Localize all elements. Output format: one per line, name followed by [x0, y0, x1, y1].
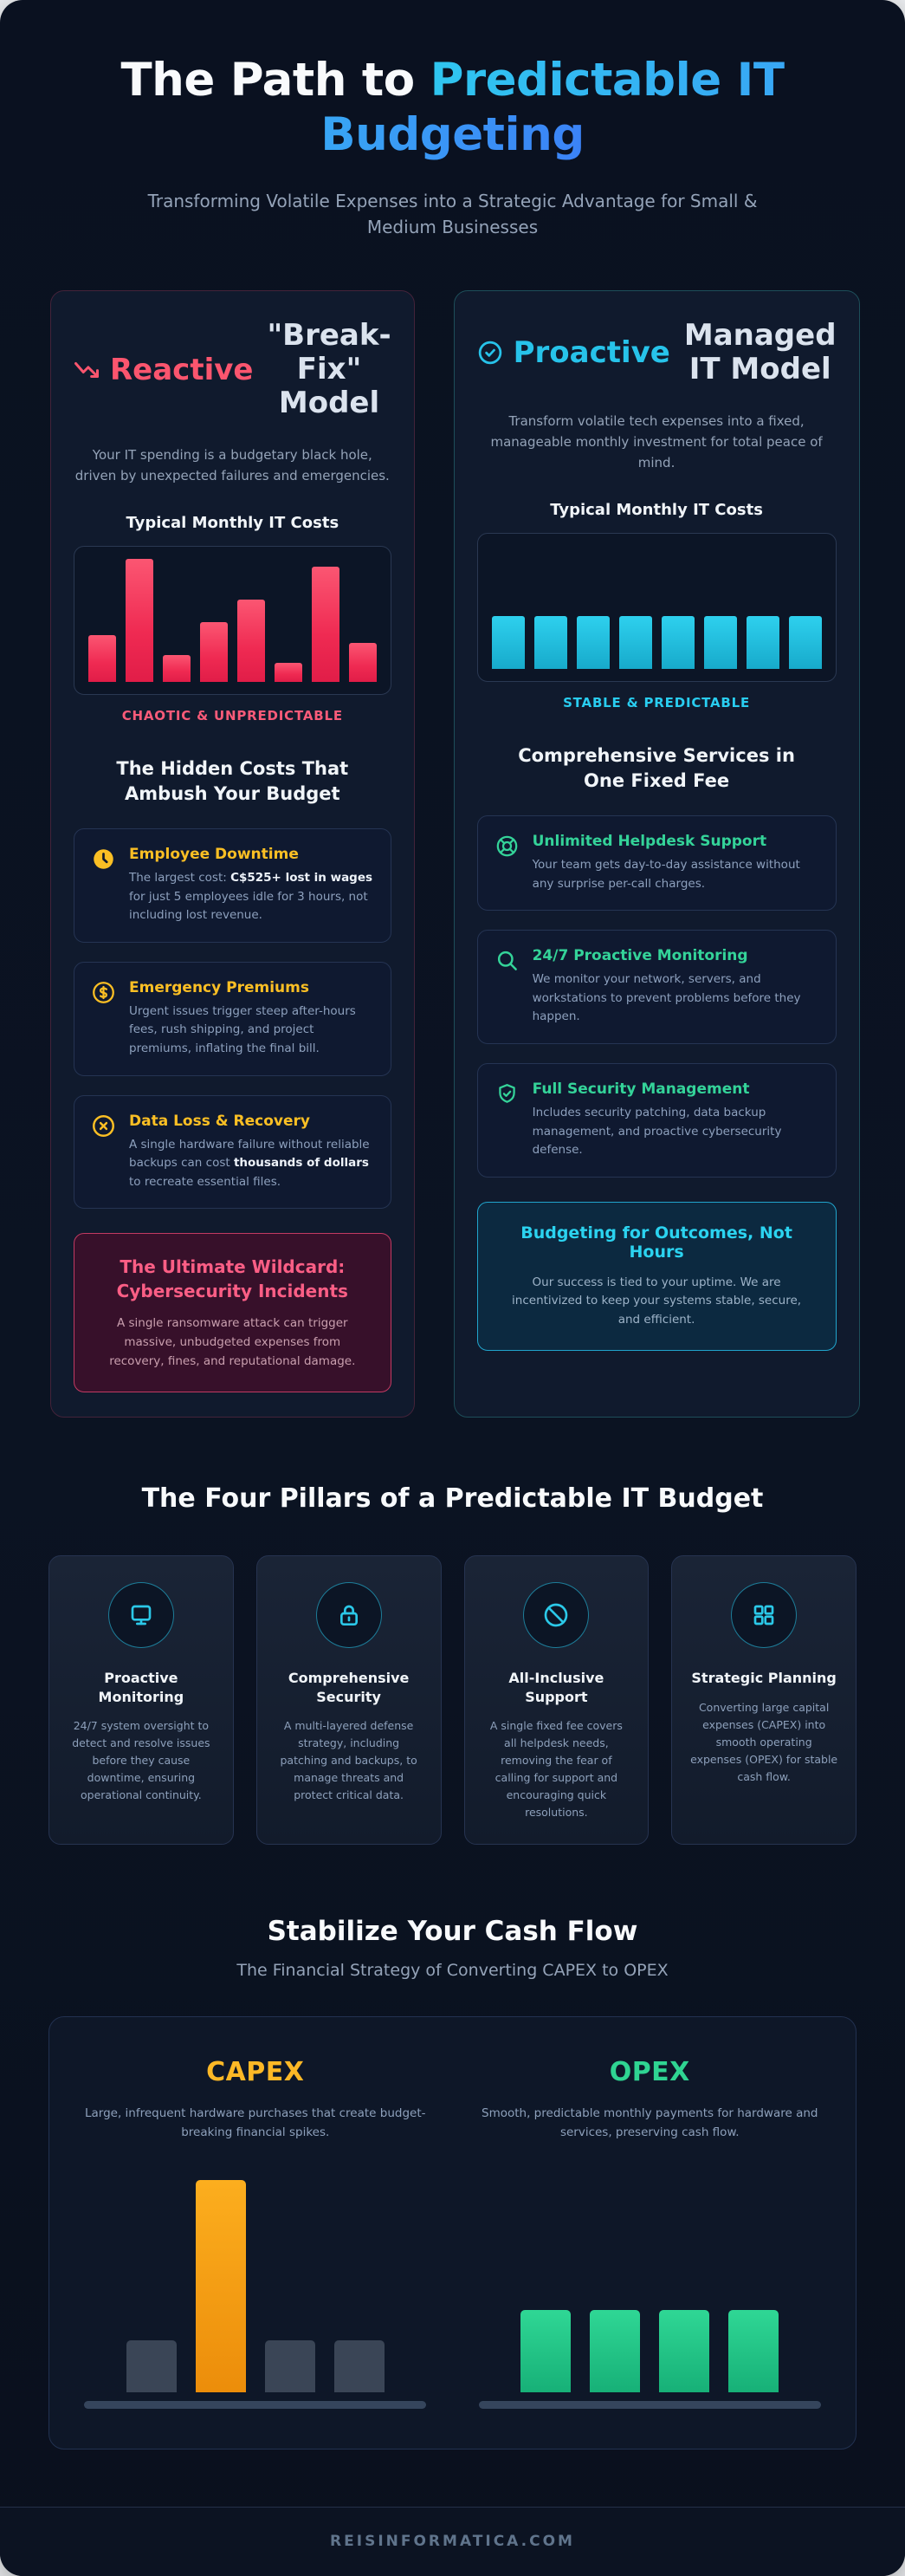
chart-bar	[619, 616, 652, 669]
list-item-helpdesk	[477, 815, 837, 911]
outcomes-text: Our success is tied to your uptime. We are incentivized to keep your systems stable, secure, and efficient.	[512, 1275, 802, 1327]
proactive-chart-caption: STABLE & PREDICTABLE	[563, 695, 751, 711]
reactive-badge	[74, 353, 253, 387]
feature-title: Data Loss & Recovery	[129, 1112, 310, 1130]
chart-bar	[312, 567, 339, 682]
comparison-section	[50, 290, 855, 1418]
dollar-circle-icon	[92, 981, 115, 1004]
list-item-security	[477, 1063, 837, 1178]
pillar-strategic-planning	[671, 1555, 857, 1845]
reactive-model-label: "Break-Fix" Model	[267, 318, 391, 421]
chart-bar	[590, 2310, 640, 2392]
feature-title: Unlimited Helpdesk Support	[532, 832, 767, 850]
proactive-description: Transform volatile tech expenses into a fixed, manageable monthly investment for total peace of mind.	[490, 413, 823, 471]
check-circle-icon	[477, 340, 503, 366]
feature-text: A single hardware failure without reliable backups can cost thousands of dollars to recreate essential files.	[129, 1137, 370, 1189]
feature-text: Includes security patching, data backup management, and proactive cybersecurity defense.	[532, 1105, 782, 1158]
pillar-comprehensive-security	[256, 1555, 442, 1845]
hidden-costs-heading: The Hidden Costs That Ambush Your Budget	[116, 758, 349, 804]
chart-bar	[200, 622, 228, 683]
proactive-card-header	[477, 319, 837, 386]
footer-site-url: REISINFORMATICA.COM	[330, 2532, 575, 2550]
reactive-chart-title: Typical Monthly IT Costs	[126, 514, 339, 533]
page-title-plain: The Path to	[120, 54, 430, 107]
pillar-text: A single fixed fee covers all helpdesk needs, removing the fear of calling for support and encouraging quick resolutions.	[489, 1719, 623, 1820]
proactive-chart-title: Typical Monthly IT Costs	[550, 501, 763, 520]
services-heading: Comprehensive Services in One Fixed Fee	[518, 745, 795, 791]
chart-bar	[237, 600, 265, 682]
capex-column	[75, 2057, 436, 2408]
feature-text: We monitor your network, servers, and workstations to prevent problems before they happen.	[532, 972, 801, 1024]
monitor-icon	[108, 1582, 174, 1648]
page-title-accent: Predictable IT Budgeting	[320, 54, 785, 161]
list-item-data-loss	[74, 1095, 391, 1210]
pillar-title: All-Inclusive Support	[508, 1670, 604, 1705]
chart-bar	[126, 2340, 177, 2392]
pillars-section	[48, 1555, 857, 1845]
opex-bar-chart	[470, 2143, 831, 2392]
capex-title: CAPEX	[206, 2057, 305, 2088]
shield-check-icon	[495, 1082, 519, 1106]
cashflow-card	[48, 2016, 857, 2449]
reactive-description: Your IT spending is a budgetary black hole, driven by unexpected failures and emergencies.	[74, 447, 390, 484]
list-item-employee-downtime	[74, 828, 391, 943]
outcomes-title: Budgeting for Outcomes, Not Hours	[520, 1223, 792, 1262]
pillar-title: Strategic Planning	[691, 1670, 837, 1687]
feature-title: Full Security Management	[532, 1080, 750, 1098]
proactive-badge	[477, 335, 670, 370]
pillars-heading: The Four Pillars of a Predictable IT Budget	[141, 1483, 764, 1515]
reactive-bar-chart	[74, 546, 391, 695]
grid-icon	[731, 1582, 797, 1648]
clock-icon	[92, 847, 115, 871]
list-item-emergency-premiums	[74, 962, 391, 1076]
chart-bar	[349, 643, 377, 682]
opex-text: Smooth, predictable monthly payments for hardware and services, preserving cash flow.	[482, 2106, 818, 2139]
ban-icon	[523, 1582, 589, 1648]
cashflow-heading: Stabilize Your Cash Flow	[267, 1916, 638, 1948]
feature-text: The largest cost: C$525+ lost in wages for just 5 employees idle for 3 hours, not including lost revenue.	[129, 871, 373, 923]
pillar-title: Proactive Monitoring	[98, 1670, 184, 1705]
magnifier-icon	[495, 949, 519, 972]
chart-bar	[520, 2310, 571, 2392]
chart-bar	[126, 559, 153, 682]
feature-title: 24/7 Proactive Monitoring	[532, 947, 748, 965]
chart-bar	[334, 2340, 385, 2392]
cybersecurity-wildcard-callout	[74, 1233, 391, 1392]
chart-bar	[747, 616, 779, 669]
capex-text: Large, infrequent hardware purchases that create budget-breaking financial spikes.	[84, 2106, 426, 2139]
feature-title: Emergency Premiums	[129, 978, 309, 996]
x-circle-icon	[92, 1114, 115, 1138]
proactive-bar-chart	[477, 533, 837, 682]
lock-icon	[316, 1582, 382, 1648]
pillar-all-inclusive-support	[464, 1555, 650, 1845]
chart-bar	[265, 2340, 315, 2392]
chart-bar	[789, 616, 822, 669]
chart-bar	[659, 2310, 709, 2392]
chart-bar	[275, 663, 302, 683]
page-subtitle: Transforming Volatile Expenses into a Strategic Advantage for Small & Medium Businesses	[147, 191, 758, 238]
outcomes-callout	[477, 1202, 837, 1352]
proactive-card	[454, 290, 860, 1418]
pillar-proactive-monitoring	[48, 1555, 234, 1845]
chart-bar	[577, 616, 610, 669]
reactive-card	[50, 290, 415, 1418]
chart-bar	[704, 616, 737, 669]
opex-axis-line	[479, 2401, 821, 2409]
chart-bar	[662, 616, 695, 669]
chart-bar	[163, 655, 191, 682]
cashflow-subtitle: The Financial Strategy of Converting CAPEX to OPEX	[236, 1961, 669, 1981]
page-title	[63, 54, 843, 162]
services-list	[477, 815, 837, 1178]
proactive-badge-label: Proactive	[513, 335, 670, 371]
capex-bar-chart	[75, 2143, 436, 2392]
hidden-costs-list	[74, 828, 391, 1209]
chart-bar	[88, 635, 116, 682]
pillar-text: 24/7 system oversight to detect and resolve issues before they cause downtime, ensuring operational continuity.	[72, 1719, 210, 1802]
chart-bar	[196, 2180, 246, 2392]
feature-text: Urgent issues trigger steep after-hours fees, rush shipping, and project premiums, inflating the final bill.	[129, 1003, 356, 1055]
list-item-monitoring	[477, 930, 837, 1044]
chart-bar	[534, 616, 567, 669]
reactive-card-header	[74, 319, 391, 420]
capex-axis-line	[84, 2401, 426, 2409]
proactive-model-label: Managed IT Model	[683, 318, 837, 387]
wildcard-title: The Ultimate Wildcard: Cybersecurity Incidents	[116, 1256, 348, 1302]
wildcard-text: A single ransomware attack can trigger massive, unbudgeted expenses from recovery, fines, and reputational damage.	[109, 1316, 356, 1368]
chart-bar	[728, 2310, 779, 2392]
opex-column	[470, 2057, 831, 2408]
reactive-chart-caption: CHAOTIC & UNPREDICTABLE	[121, 708, 343, 724]
feature-text: Your team gets day-to-day assistance without any surprise per-call charges.	[532, 857, 800, 891]
footer	[0, 2507, 905, 2576]
feature-title: Employee Downtime	[129, 846, 299, 864]
pillar-text: Converting large capital expenses (CAPEX) into smooth operating expenses (OPEX) for stable cash flow.	[690, 1700, 838, 1783]
hero-section	[0, 0, 905, 240]
pillar-text: A multi-layered defense strategy, including patching and backups, to manage threats and protect critical data.	[280, 1719, 417, 1802]
pillar-title: Comprehensive Security	[288, 1670, 410, 1705]
chart-bar	[492, 616, 525, 669]
trending-down-icon	[74, 357, 100, 383]
reactive-badge-label: Reactive	[110, 352, 254, 387]
opex-title: OPEX	[609, 2057, 690, 2088]
lifebuoy-icon	[495, 834, 519, 858]
